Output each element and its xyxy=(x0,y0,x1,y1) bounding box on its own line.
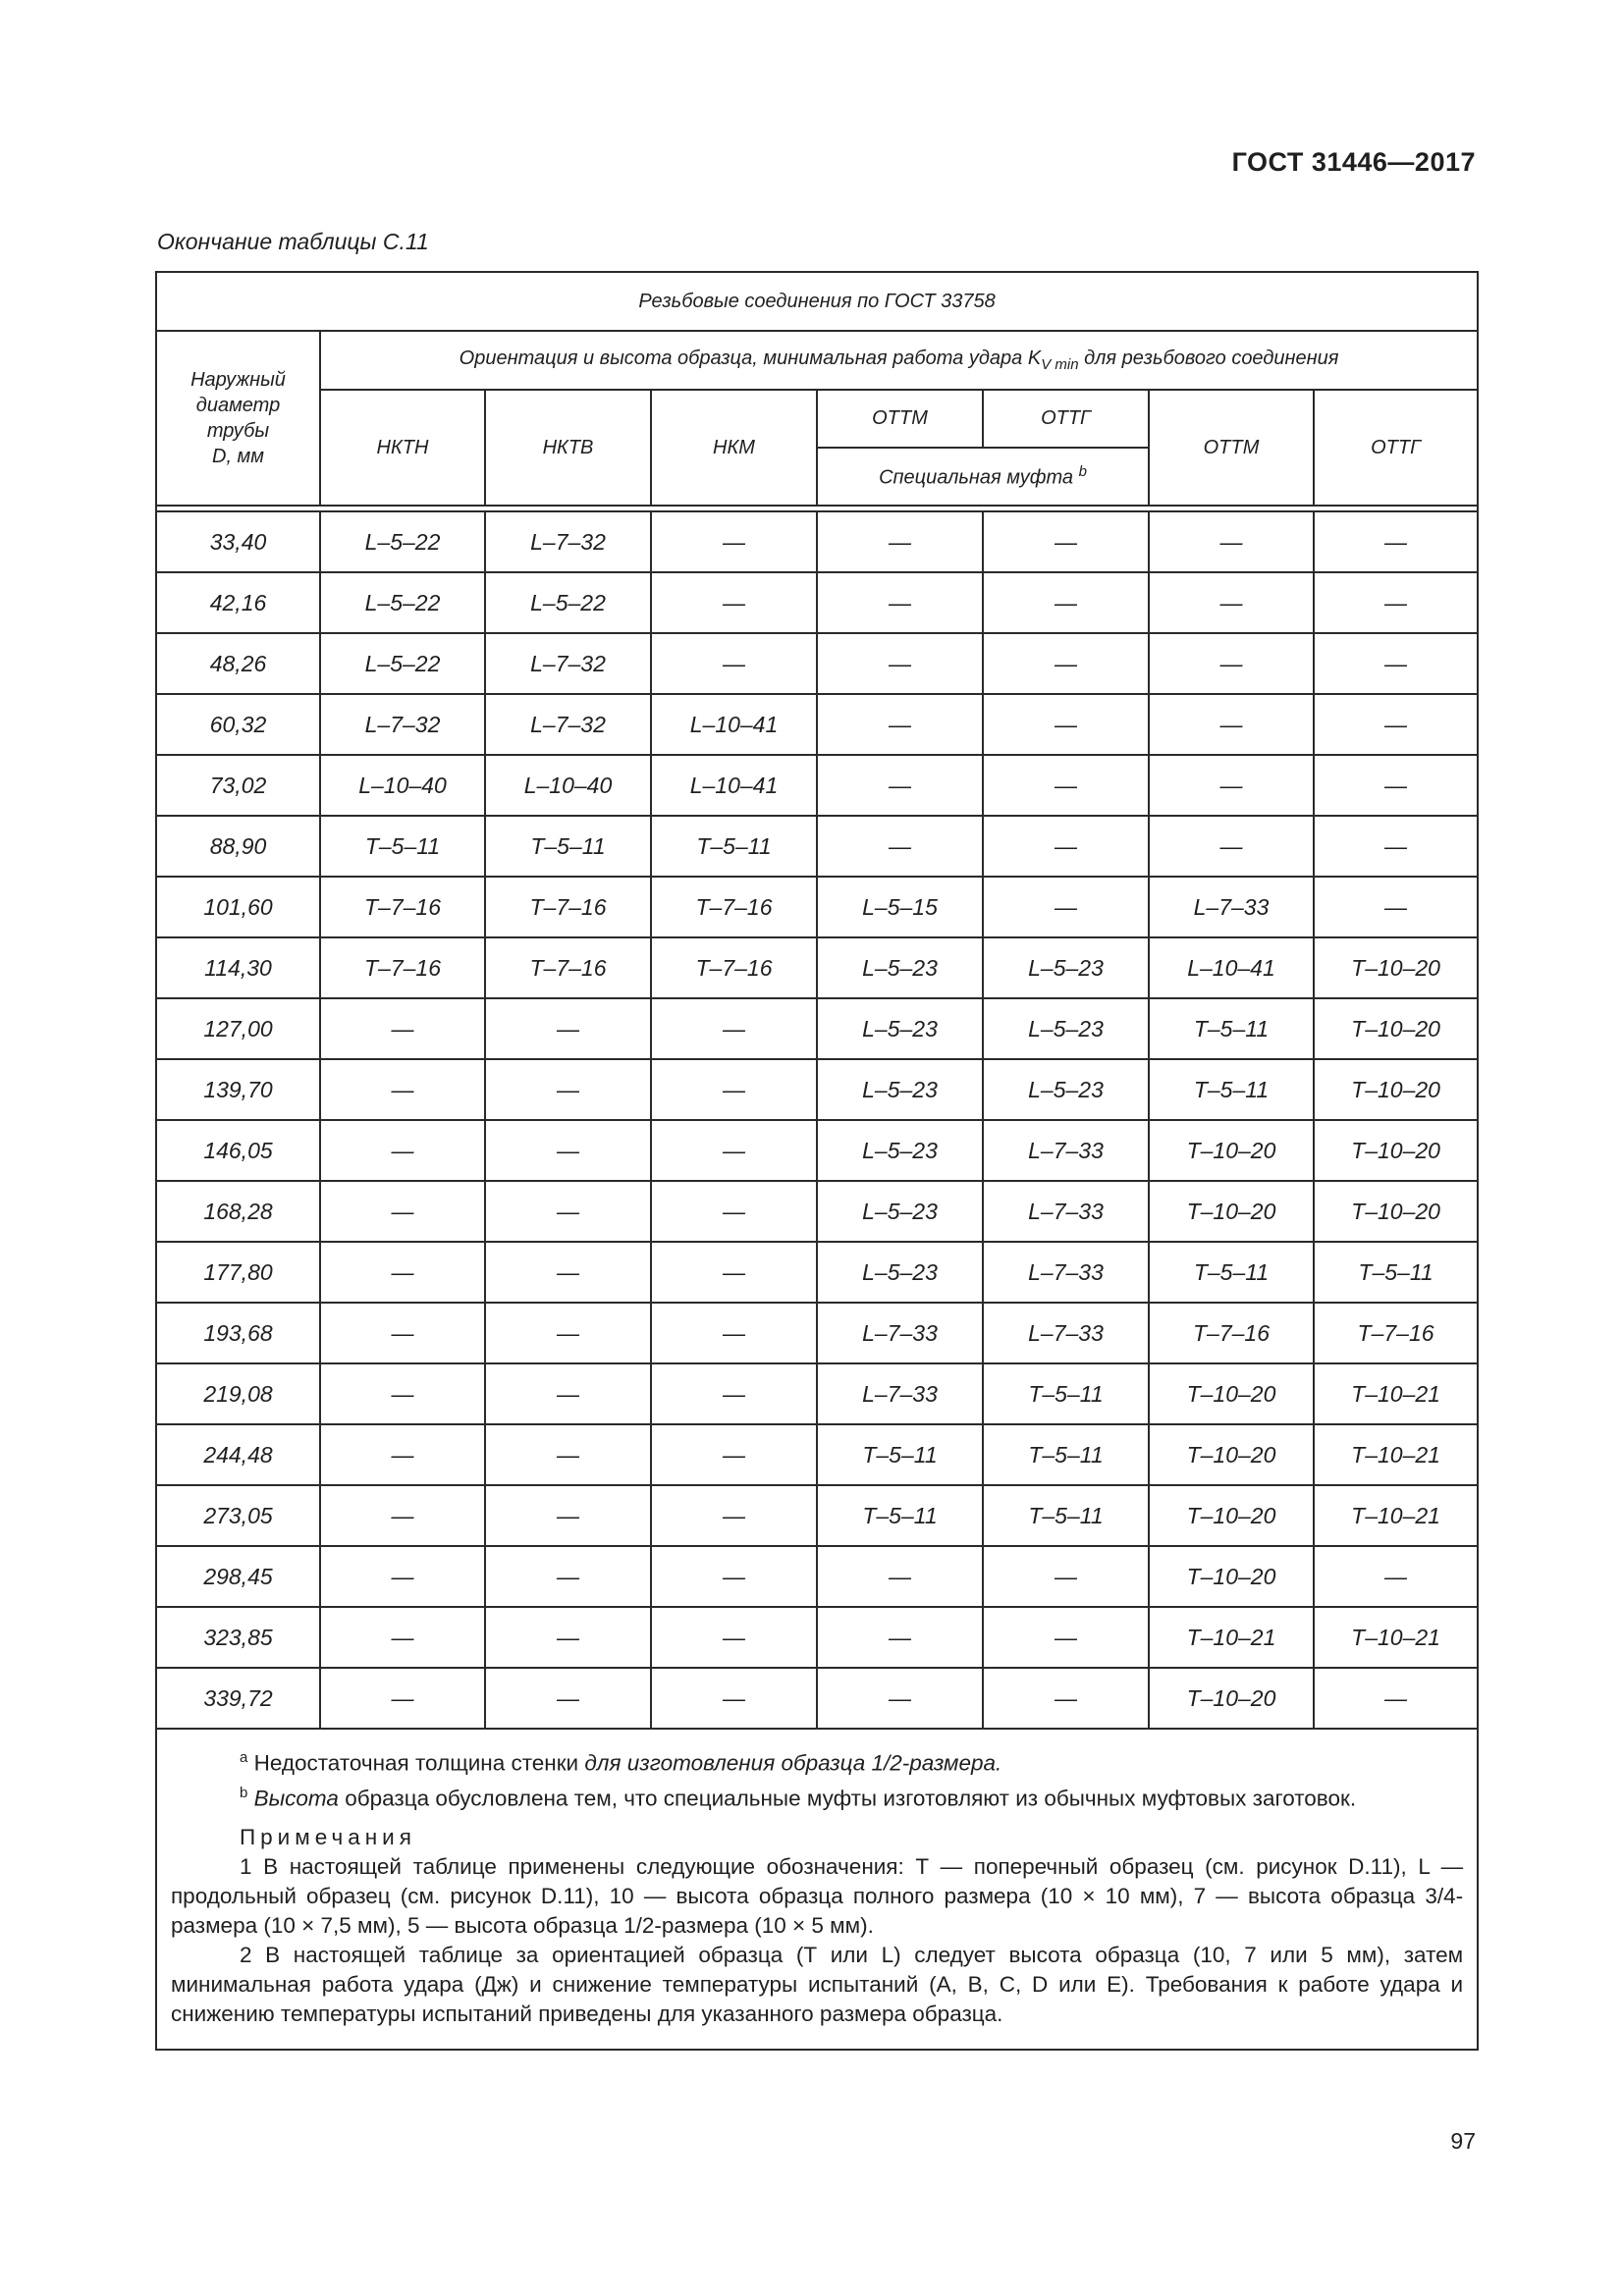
table-row xyxy=(156,1181,1478,1242)
diameter-cell: 168,28 xyxy=(156,1181,320,1242)
diameter-cell: 146,05 xyxy=(156,1120,320,1181)
table-cell: L–7–33 xyxy=(983,1120,1149,1181)
table-cell: — xyxy=(1149,633,1314,694)
table-row xyxy=(156,694,1478,755)
table-cell: — xyxy=(1314,633,1478,694)
table-cell: L–5–23 xyxy=(983,1059,1149,1120)
table-row xyxy=(156,1424,1478,1485)
diameter-cell: 298,45 xyxy=(156,1546,320,1607)
diameter-cell: 114,30 xyxy=(156,937,320,998)
table-cell: — xyxy=(320,1546,485,1607)
notes-heading: Примечания xyxy=(240,1825,416,1849)
table-cell: — xyxy=(485,1668,651,1729)
table-cell: L–7–32 xyxy=(320,694,485,755)
table-cell: L–7–33 xyxy=(983,1303,1149,1363)
table-cell: T–5–11 xyxy=(983,1424,1149,1485)
table-cell: L–5–23 xyxy=(817,937,983,998)
table-cell: T–10–21 xyxy=(1314,1485,1478,1546)
table-cell: T–10–20 xyxy=(1314,1059,1478,1120)
table-cell: L–7–32 xyxy=(485,633,651,694)
table-cell: T–5–11 xyxy=(983,1363,1149,1424)
table-cell: T–5–11 xyxy=(983,1485,1149,1546)
diameter-header: Наружный диаметр трубы D, мм xyxy=(156,331,320,506)
table-cell: — xyxy=(485,1242,651,1303)
table-row xyxy=(156,1363,1478,1424)
diameter-cell: 42,16 xyxy=(156,572,320,633)
notes-cell xyxy=(156,1729,1478,2050)
table-cell: T–7–16 xyxy=(651,937,817,998)
footnote-b: $^b$ Высота образца обусловлена тем, что специальные муфты изготовляют из обычных муфтовых заготовок. xyxy=(240,1784,1357,1810)
table-cell: L–10–41 xyxy=(651,755,817,816)
table-cell: — xyxy=(485,998,651,1059)
table-cell: — xyxy=(1314,694,1478,755)
table-cell: T–5–11 xyxy=(1149,1059,1314,1120)
table-row xyxy=(156,511,1478,572)
table-cell: L–7–33 xyxy=(817,1363,983,1424)
table-cell: L–5–22 xyxy=(485,572,651,633)
table-cell: — xyxy=(485,1485,651,1546)
table-cell: L–5–23 xyxy=(817,998,983,1059)
table-cell: — xyxy=(983,877,1149,937)
table-cell: — xyxy=(817,1607,983,1668)
table-cell: — xyxy=(1149,572,1314,633)
table-cell: — xyxy=(983,1546,1149,1607)
diameter-cell: 323,85 xyxy=(156,1607,320,1668)
table-cell: T–10–21 xyxy=(1314,1607,1478,1668)
table-title: Резьбовые соединения по ГОСТ 33758 xyxy=(156,272,1478,331)
table-cell: T–10–20 xyxy=(1149,1120,1314,1181)
table-cell: L–10–40 xyxy=(485,755,651,816)
note-2: 2 В настоящей таблице за ориентацией образца (Т или L) следует высота образца (10, 7 или 5 мм), затем минимальная работа удара (Дж) и снижение температуры испытаний (A, B, C, D или E). Требования к работе удара и снижению температуры испытаний приведены для указанного размера образца. xyxy=(171,1943,1464,2026)
table-cell: L–7–33 xyxy=(1149,877,1314,937)
table-row xyxy=(156,1303,1478,1363)
table-cell: T–10–20 xyxy=(1314,998,1478,1059)
table-cell: L–5–23 xyxy=(817,1120,983,1181)
table-cell: T–7–16 xyxy=(485,877,651,937)
page-number: 97 xyxy=(1450,2128,1476,2154)
table-cell: — xyxy=(817,633,983,694)
table-cell: L–5–23 xyxy=(817,1059,983,1120)
col-header-nktn: НКТН xyxy=(320,390,485,506)
table-cell: T–10–20 xyxy=(1314,1120,1478,1181)
table-cell: T–5–11 xyxy=(817,1424,983,1485)
table-cell: — xyxy=(651,1668,817,1729)
table-cell: T–7–16 xyxy=(1149,1303,1314,1363)
table-cell: — xyxy=(320,1181,485,1242)
table-cell: T–10–20 xyxy=(1314,1181,1478,1242)
table-row xyxy=(156,755,1478,816)
diameter-cell: 73,02 xyxy=(156,755,320,816)
table-cell: — xyxy=(1314,511,1478,572)
table-cell: — xyxy=(651,1059,817,1120)
table-cell: T–7–16 xyxy=(1314,1303,1478,1363)
table-cell: L–7–33 xyxy=(817,1303,983,1363)
col-header-nkm: НКМ xyxy=(651,390,817,506)
table-cell: T–7–16 xyxy=(320,877,485,937)
diameter-cell: 193,68 xyxy=(156,1303,320,1363)
table-cell: — xyxy=(651,1303,817,1363)
table-cell: — xyxy=(651,1485,817,1546)
table-cell: T–10–20 xyxy=(1149,1485,1314,1546)
table-cell: — xyxy=(983,1607,1149,1668)
table-cell: — xyxy=(485,1424,651,1485)
diameter-cell: 219,08 xyxy=(156,1363,320,1424)
table-row xyxy=(156,1120,1478,1181)
table-cell: — xyxy=(1314,877,1478,937)
table-row xyxy=(156,1059,1478,1120)
special-coupling-header: Специальная муфта $^b$ xyxy=(817,448,1149,506)
table-cell: — xyxy=(1314,572,1478,633)
table-cell: L–7–32 xyxy=(485,511,651,572)
table-cell: — xyxy=(485,1181,651,1242)
table-cell: — xyxy=(651,1424,817,1485)
table-cell: — xyxy=(651,1242,817,1303)
table-cell: L–5–23 xyxy=(983,998,1149,1059)
table-row xyxy=(156,1242,1478,1303)
col-header-ottm-special: ОТТМ xyxy=(817,390,983,448)
table-cell: L–5–23 xyxy=(817,1181,983,1242)
table-body xyxy=(156,511,1478,1729)
table-cell: T–10–20 xyxy=(1149,1424,1314,1485)
table-cell: — xyxy=(983,572,1149,633)
table-cell: — xyxy=(320,1607,485,1668)
note-1: 1 В настоящей таблице применены следующие обозначения: Т — поперечный образец (см. рисунок D.11), L — продольный образец (см. рисунок D.11), 10 — высота образца полного размера (10 × 10 мм), 7 — высота образца 3/4-размера (10 × 7,5 мм), 5 — высота образца 1/2-размера (10 × 5 мм). xyxy=(171,1854,1464,1938)
table-cell: — xyxy=(651,1546,817,1607)
col-header-ottg: ОТТГ xyxy=(1314,390,1478,506)
table-cell: — xyxy=(651,1181,817,1242)
diameter-cell: 127,00 xyxy=(156,998,320,1059)
table-cell: T–10–20 xyxy=(1314,937,1478,998)
table-cell: — xyxy=(817,1668,983,1729)
table-row xyxy=(156,877,1478,937)
table-cell: T–5–11 xyxy=(1149,1242,1314,1303)
table-cell: T–5–11 xyxy=(817,1485,983,1546)
table-cell: T–5–11 xyxy=(320,816,485,877)
table-row xyxy=(156,1607,1478,1668)
diameter-cell: 244,48 xyxy=(156,1424,320,1485)
table-cell: — xyxy=(320,1242,485,1303)
table-cell: — xyxy=(983,755,1149,816)
table-cell: — xyxy=(651,1120,817,1181)
table-row xyxy=(156,572,1478,633)
table-cell: T–7–16 xyxy=(485,937,651,998)
diameter-cell: 139,70 xyxy=(156,1059,320,1120)
table-cell: — xyxy=(485,1546,651,1607)
table-cell: — xyxy=(1149,694,1314,755)
table-cell: T–10–20 xyxy=(1149,1668,1314,1729)
table-cell: — xyxy=(320,998,485,1059)
table-cell: L–7–33 xyxy=(983,1181,1149,1242)
table-cell: — xyxy=(1149,755,1314,816)
table-cell: — xyxy=(651,572,817,633)
table-cell: T–10–20 xyxy=(1149,1181,1314,1242)
table-cell: T–10–21 xyxy=(1149,1607,1314,1668)
col-header-ottg-special: ОТТГ xyxy=(983,390,1149,448)
data-table xyxy=(155,271,1479,2051)
footnote-a: $^a$ Недостаточная толщина стенки для изготовления образца 1/2-размера. xyxy=(240,1749,1002,1776)
table-row xyxy=(156,1485,1478,1546)
diameter-cell: 273,05 xyxy=(156,1485,320,1546)
table-cell: T–10–20 xyxy=(1149,1546,1314,1607)
table-row xyxy=(156,1546,1478,1607)
table-cell: — xyxy=(320,1303,485,1363)
table-cell: L–5–15 xyxy=(817,877,983,937)
table-cell: — xyxy=(485,1363,651,1424)
table-cell: — xyxy=(485,1059,651,1120)
table-cell: — xyxy=(983,816,1149,877)
table-cell: — xyxy=(817,816,983,877)
diameter-cell: 88,90 xyxy=(156,816,320,877)
document-code: ГОСТ 31446—2017 xyxy=(1231,147,1476,177)
table-cell: T–10–21 xyxy=(1314,1363,1478,1424)
table-cell: L–7–32 xyxy=(485,694,651,755)
table-cell: L–5–23 xyxy=(817,1242,983,1303)
diameter-cell: 33,40 xyxy=(156,511,320,572)
table-row xyxy=(156,816,1478,877)
table-cell: — xyxy=(1314,816,1478,877)
table-cell: — xyxy=(817,694,983,755)
table-cell: — xyxy=(651,1363,817,1424)
table-cell: — xyxy=(485,1120,651,1181)
col-header-nktv: НКТВ xyxy=(485,390,651,506)
table-cell: — xyxy=(983,511,1149,572)
table-cell: L–5–22 xyxy=(320,572,485,633)
table-cell: — xyxy=(1314,1546,1478,1607)
table-cell: — xyxy=(320,1120,485,1181)
table-cell: — xyxy=(651,633,817,694)
diameter-cell: 101,60 xyxy=(156,877,320,937)
table-cell: — xyxy=(651,511,817,572)
table-cell: — xyxy=(485,1607,651,1668)
table-row xyxy=(156,998,1478,1059)
col-header-ottm: ОТТМ xyxy=(1149,390,1314,506)
table-cell: — xyxy=(817,511,983,572)
table-cell: T–5–11 xyxy=(485,816,651,877)
table-cell: — xyxy=(1149,511,1314,572)
table-cell: — xyxy=(651,1607,817,1668)
table-cell: T–7–16 xyxy=(651,877,817,937)
table-cell: T–7–16 xyxy=(320,937,485,998)
table-cell: L–10–41 xyxy=(1149,937,1314,998)
table-cell: — xyxy=(320,1668,485,1729)
table-row xyxy=(156,1668,1478,1729)
table-cell: T–10–20 xyxy=(1149,1363,1314,1424)
table-cell: L–10–41 xyxy=(651,694,817,755)
table-row xyxy=(156,937,1478,998)
orientation-header: Ориентация и высота образца, минимальная работа удара $K_{V min}$ для резьбового соединения xyxy=(320,331,1478,390)
table-cell: — xyxy=(1149,816,1314,877)
table-cell: — xyxy=(817,755,983,816)
table-cell: — xyxy=(1314,755,1478,816)
diameter-cell: 339,72 xyxy=(156,1668,320,1729)
table-cell: — xyxy=(983,633,1149,694)
table-cell: — xyxy=(320,1485,485,1546)
table-cell: L–5–22 xyxy=(320,511,485,572)
table-row xyxy=(156,633,1478,694)
table-cell: — xyxy=(817,572,983,633)
table-cell: T–10–21 xyxy=(1314,1424,1478,1485)
table-cell: — xyxy=(983,1668,1149,1729)
table-cell: — xyxy=(320,1363,485,1424)
table-cell: — xyxy=(817,1546,983,1607)
table-cell: T–5–11 xyxy=(1314,1242,1478,1303)
table-cell: T–5–11 xyxy=(651,816,817,877)
table-cell: — xyxy=(983,694,1149,755)
table-cell: — xyxy=(651,998,817,1059)
table-cell: T–5–11 xyxy=(1149,998,1314,1059)
table-cell: — xyxy=(320,1424,485,1485)
table-caption: Окончание таблицы С.11 xyxy=(157,229,429,254)
table-cell: — xyxy=(1314,1668,1478,1729)
diameter-cell: 60,32 xyxy=(156,694,320,755)
table-cell: L–5–22 xyxy=(320,633,485,694)
table-cell: L–5–23 xyxy=(983,937,1149,998)
table-cell: L–7–33 xyxy=(983,1242,1149,1303)
diameter-cell: 177,80 xyxy=(156,1242,320,1303)
table-cell: — xyxy=(320,1059,485,1120)
table-cell: L–10–40 xyxy=(320,755,485,816)
diameter-cell: 48,26 xyxy=(156,633,320,694)
table-cell: — xyxy=(485,1303,651,1363)
